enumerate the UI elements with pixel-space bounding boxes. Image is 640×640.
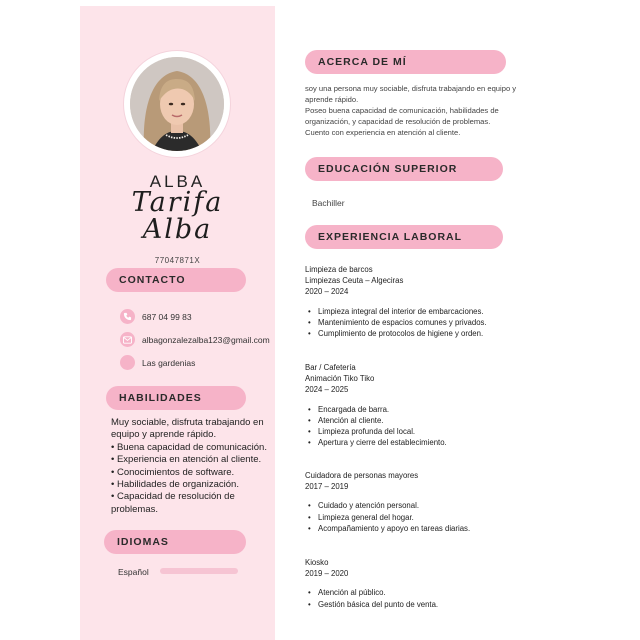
job-company: Limpiezas Ceuta – Algeciras: [305, 276, 404, 286]
avatar-portrait-icon: [130, 57, 224, 151]
skills-list: [111, 417, 271, 516]
name-script-line1: Tarifa: [131, 187, 224, 218]
education-heading: EDUCACIÓN SUPERIOR: [305, 157, 503, 181]
job-task: • Acompañamiento y apoyo en tareas diarias.: [305, 523, 535, 534]
name-script-line2: Alba: [142, 214, 213, 245]
location-icon: [120, 355, 135, 370]
job-title: Limpieza de barcos: [305, 265, 373, 274]
job-tasks: [305, 500, 535, 534]
job-dates: 2017 – 2019: [305, 482, 349, 492]
contact-heading: CONTACTO: [106, 268, 246, 292]
first-name: ALBA: [149, 172, 206, 191]
job-title: Cuidadora de personas mayores: [305, 471, 419, 480]
job-task: • Limpieza general del hogar.: [305, 512, 535, 523]
job-task: • Limpieza profunda del local.: [305, 426, 535, 437]
skill-item: • Conocimientos de software.: [111, 466, 235, 478]
experience-heading: EXPERIENCIA LABORAL: [305, 225, 503, 249]
job-dates: 2024 – 2025: [305, 385, 349, 395]
job-entry: [305, 470, 535, 534]
contact-email[interactable]: [120, 332, 270, 347]
job-task: • Mantenimiento de espacios comunes y privados.: [305, 317, 535, 328]
job-task: • Encargada de barra.: [305, 404, 535, 415]
skill-item: • Habilidades de organización.: [111, 479, 239, 491]
skills-heading: HABILIDADES: [106, 386, 246, 410]
job-task: • Cumplimiento de protocolos de higiene y orden.: [305, 328, 535, 339]
id-number: 77047871X: [154, 256, 201, 265]
languages-heading: IDIOMAS: [104, 530, 246, 554]
job-tasks: [305, 306, 535, 340]
job-task: • Atención al público.: [305, 587, 535, 598]
contact-phone[interactable]: [120, 309, 192, 324]
job-tasks: [305, 587, 535, 609]
job-company: Animación Tiko Tiko: [305, 374, 375, 384]
language-level-bar: [160, 568, 238, 574]
skill-item: • Buena capacidad de comunicación.: [111, 441, 267, 453]
phone-icon: [120, 309, 135, 324]
mail-icon: [120, 332, 135, 347]
language-name: Español: [118, 567, 149, 577]
education-item: Bachiller: [312, 198, 345, 208]
job-task: • Atención al cliente.: [305, 415, 535, 426]
job-entry: [305, 264, 535, 339]
email-text: albagonzalezalba123@gmail.com: [142, 334, 270, 345]
job-entry: [305, 362, 535, 448]
job-entry: [305, 557, 535, 610]
phone-text: 687 04 99 83: [142, 311, 192, 322]
address-text: Las gardenias: [142, 357, 196, 368]
skill-item: • Capacidad de resolución de problemas.: [111, 491, 235, 515]
contact-address: [120, 355, 195, 370]
about-line: soy una persona muy sociable, disfruta trabajando en equipo y aprende rápido.: [305, 84, 517, 105]
job-dates: 2019 – 2020: [305, 569, 349, 579]
job-task: • Cuidado y atención personal.: [305, 500, 535, 511]
about-line: Poseo buena capacidad de comunicación, habilidades de organización, y capacidad de resolución de problemas.: [305, 106, 499, 127]
about-line: Cuento con experiencia en atención al cliente.: [305, 128, 461, 138]
job-task: • Gestión básica del punto de venta.: [305, 599, 535, 610]
job-task: • Apertura y cierre del establecimiento.: [305, 437, 535, 448]
job-title: Kiosko: [305, 558, 329, 567]
skill-item: Muy sociable, disfruta trabajando en equipo y aprende rápido.: [111, 417, 264, 441]
job-task: • Limpieza integral del interior de embarcaciones.: [305, 306, 535, 317]
about-text: [305, 83, 530, 138]
job-title: Bar / Cafetería: [305, 363, 356, 372]
about-heading: ACERCA DE MÍ: [305, 50, 506, 74]
job-dates: 2020 – 2024: [305, 287, 349, 297]
job-tasks: [305, 404, 535, 449]
skill-item: • Experiencia en atención al cliente.: [111, 454, 262, 466]
avatar: [130, 57, 224, 151]
